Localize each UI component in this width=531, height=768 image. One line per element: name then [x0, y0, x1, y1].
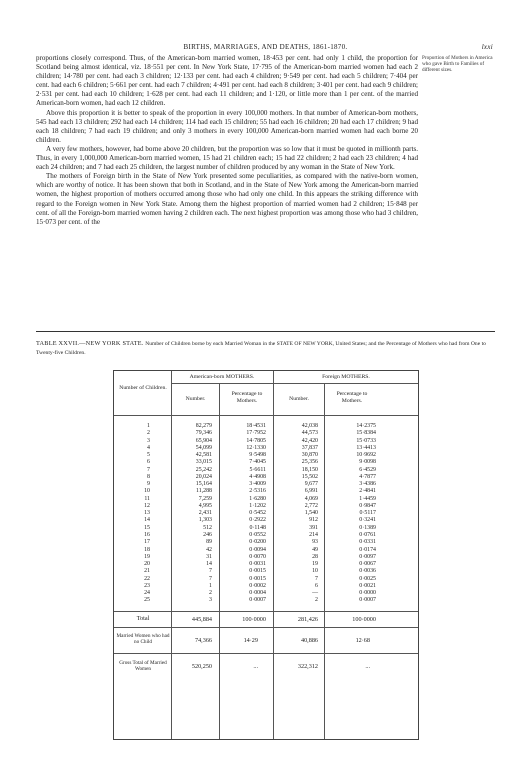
cell-american-percentage: 0·0070	[249, 553, 266, 560]
cell-children: 4	[147, 444, 150, 451]
column-foreign-number	[275, 423, 318, 605]
column-foreign-percentage	[326, 423, 376, 605]
cell-foreign-percentage: 15·0733	[356, 437, 376, 444]
cell-american-percentage: 0·5452	[249, 510, 266, 517]
table-hline	[114, 627, 418, 628]
cell-american-number: 7,259	[198, 495, 212, 502]
cell-foreign-number: 6,991	[304, 488, 318, 495]
cell-children: 6	[147, 459, 150, 466]
cell-foreign-number: 6	[315, 582, 318, 589]
cell-american-percentage: 12·1330	[246, 444, 266, 451]
cell-american-percentage: 0·0200	[249, 539, 266, 546]
cell-american-number: 33,015	[195, 459, 212, 466]
cell-foreign-number: 2	[315, 597, 318, 604]
table-vline	[219, 383, 220, 739]
cell-foreign-percentage: 0·0036	[359, 568, 376, 575]
cell-american-percentage: 3·4009	[249, 481, 266, 488]
header-foreign-number: Number.	[289, 396, 309, 402]
paragraph-4: The mothers of Foreign birth in the State of New York presented some peculiarities, as compared with the native-born women, which are worthy of notice. It has been shown that both in Scotland, and in the State of New York among the American-born married women, the highest proportion of mothers occurred among those who had only one child. In this appears the striking difference with regard to the Foreign women in New York State. Among them the highest proportion of married women had 2 children; 15·848 per cent. of all the Foreign-born married women having 2 children each. The next highest proportion was among those who had 3 children, 15·073 per cent. of the	[36, 172, 418, 226]
cell-foreign-number: 37,837	[301, 444, 318, 451]
cell-american-percentage: 14·7805	[246, 437, 266, 444]
cell-american-number: 11,288	[196, 488, 212, 495]
cell-american-number: 3	[209, 597, 212, 604]
column-children	[114, 423, 150, 605]
cell-foreign-percentage: 0·0021	[359, 582, 376, 589]
cell-american-number: 42	[206, 546, 212, 553]
cell-american-percentage: 0·0015	[249, 568, 266, 575]
header-american-number: Number.	[185, 396, 206, 402]
total-american-percentage: 100·0000	[242, 616, 266, 623]
cell-american-number: 65,904	[195, 437, 212, 444]
header-title: BIRTHS, MARRIAGES, AND DEATHS, 1861-1870.	[183, 43, 348, 51]
cell-american-number: 4,995	[198, 502, 212, 509]
cell-foreign-number: 18,150	[301, 466, 318, 473]
cell-american-percentage: 9·5498	[249, 452, 266, 459]
header-number-of-children: Number of Children.	[119, 385, 167, 391]
cell-american-number: 79,346	[195, 430, 212, 437]
cell-foreign-percentage: 13·4413	[356, 444, 376, 451]
table-subtitle: Number of Children borne by each Married Woman in the STATE OF NEW YORK, United States; and the Percentage of Mothers who had from One to Twenty-five Children.	[36, 341, 486, 356]
cell-children: 19	[144, 553, 150, 560]
section-rule	[36, 331, 495, 332]
cell-children: 14	[144, 517, 150, 524]
cell-foreign-percentage: 9·0098	[359, 459, 376, 466]
cell-children: 11	[144, 495, 150, 502]
cell-american-percentage: 0·0015	[249, 575, 266, 582]
table-hline	[114, 415, 418, 416]
cell-foreign-percentage: 0·0761	[359, 531, 376, 538]
cell-foreign-number: 2,772	[304, 502, 318, 509]
cell-foreign-number: 30,870	[301, 452, 318, 459]
cell-american-percentage: 2·5316	[249, 488, 266, 495]
cell-foreign-number: 912	[309, 517, 318, 524]
cell-american-percentage: 0·0031	[249, 561, 266, 568]
cell-american-number: 20,024	[195, 473, 212, 480]
cell-foreign-number: 25,356	[301, 459, 318, 466]
cell-foreign-percentage: 0·9847	[359, 502, 376, 509]
cell-american-number: 82,279	[195, 423, 212, 429]
paragraph-1: proportions closely correspond. Thus, of the American-born married women, 18·453 per cent. had only 1 child, the proportion for Scotland being almost identical, viz. 18·551 per cent. In New York State, 17·795 of the American-born married women had each 2 children; 14·780 per cent. had each 3 children; 12·133 per cent. had each 4 children; 9·549 per cent. had each 5 children; 7·404 per cent. had each 6 children; 5·661 per cent. had each 7 children; 4·491 per cent. had each 8 children; 3·401 per cent. had each 9 children; 2·531 per cent. had each 10 children; 1·628 per cent. had each 11 children; and 1·120, or little more than 1 per cent. of the married American-born women, had each 12 children.	[36, 54, 418, 108]
header-american-percentage: Percentage to Mothers.	[231, 391, 263, 404]
cell-american-number: 42,581	[195, 452, 212, 459]
total-label: Total	[136, 615, 150, 622]
no-child-american-number: 74,366	[194, 637, 212, 644]
cell-foreign-number: 42,038	[301, 423, 318, 429]
header-american-mothers: American-born MOTHERS.	[189, 374, 255, 380]
cell-american-percentage: 17·7952	[246, 430, 266, 437]
paragraph-3: A very few mothers, however, had borne above 20 children, but the proportion was so low that it must be quoted in millionth parts. Thus, in every 1,000,000 American-born married women, 15 had 21 children each; 15 had 22 children; 2 had each 23 children; 4 had each 24 children; and 7 had each 25 children, the largest number of children produced by any woman in the State of New York.	[36, 144, 418, 172]
cell-children: 7	[147, 466, 150, 473]
cell-children: 5	[147, 452, 150, 459]
no-child-label: Married Women who had no Child	[116, 633, 170, 645]
cell-children: 22	[144, 575, 150, 582]
cell-american-percentage: 0·0552	[249, 531, 266, 538]
cell-american-percentage: 5·6611	[249, 466, 266, 473]
cell-american-number: 7	[209, 568, 212, 575]
cell-foreign-number: 214	[309, 531, 318, 538]
cell-foreign-percentage: 15·8384	[356, 430, 376, 437]
cell-foreign-number: 9,677	[304, 481, 318, 488]
cell-foreign-number: 15,502	[301, 473, 318, 480]
cell-american-number: 15,164	[195, 481, 212, 488]
cell-children: 2	[147, 430, 150, 437]
data-table	[113, 370, 419, 740]
table-vline	[273, 371, 274, 739]
cell-children: 8	[147, 473, 150, 480]
cell-children: 20	[144, 561, 150, 568]
cell-american-percentage: 0·2922	[249, 517, 266, 524]
cell-american-number: 246	[203, 531, 212, 538]
cell-foreign-percentage: 0·1389	[359, 524, 376, 531]
cell-foreign-number: 28	[312, 553, 318, 560]
table-hline	[114, 653, 418, 654]
cell-children: 21	[144, 568, 150, 575]
no-child-foreign-number: 40,886	[300, 637, 318, 644]
table-caption	[36, 340, 495, 357]
cell-american-percentage: 0·0007	[249, 597, 266, 604]
cell-foreign-percentage: 4·7877	[359, 473, 376, 480]
cell-foreign-percentage: 14·2375	[356, 423, 376, 429]
page-number: lxxi	[481, 43, 493, 51]
cell-foreign-percentage: 0·0067	[359, 561, 376, 568]
cell-american-number: 512	[203, 524, 212, 531]
cell-foreign-number: 19	[312, 561, 318, 568]
gross-american-number: 520,250	[191, 663, 212, 670]
gross-total-label: Gross Total of Married Women	[119, 660, 167, 672]
total-foreign-percentage: 100·0000	[352, 616, 376, 623]
cell-american-number: 54,099	[195, 444, 212, 451]
cell-children: 1	[147, 423, 150, 429]
cell-children: 17	[144, 539, 150, 546]
cell-american-number: 1,303	[198, 517, 212, 524]
cell-american-percentage: 1·6280	[249, 495, 266, 502]
cell-american-number: 7	[209, 575, 212, 582]
cell-foreign-percentage: 3·4386	[359, 481, 376, 488]
cell-american-percentage: 1·1202	[249, 502, 266, 509]
cell-foreign-percentage: 0·0331	[359, 539, 376, 546]
cell-foreign-percentage: 10·9692	[356, 452, 376, 459]
cell-foreign-percentage: 0·0000	[359, 590, 376, 597]
cell-american-number: 2	[209, 590, 212, 597]
cell-foreign-percentage: 0·0097	[359, 553, 376, 560]
gross-american-percentage: ...	[253, 663, 258, 670]
no-child-american-percentage: 14·29	[243, 637, 258, 644]
cell-foreign-percentage: 0·5117	[359, 510, 376, 517]
table-vline	[324, 383, 325, 739]
cell-foreign-number: —	[312, 590, 318, 597]
cell-children: 9	[147, 481, 150, 488]
cell-american-percentage: 18·4531	[246, 423, 266, 429]
cell-american-percentage: 0·0002	[249, 582, 266, 589]
header-foreign-mothers: Foreign MOTHERS.	[322, 374, 370, 380]
table-hline	[171, 383, 418, 384]
cell-foreign-number: 4,069	[304, 495, 318, 502]
cell-foreign-number: 49	[312, 546, 318, 553]
column-american-number	[172, 423, 212, 605]
cell-foreign-percentage: 1·4459	[359, 495, 376, 502]
cell-children: 23	[144, 582, 150, 589]
cell-american-percentage: 0·1148	[249, 524, 266, 531]
cell-american-number: 14	[206, 561, 212, 568]
cell-american-percentage: 7·4045	[249, 459, 266, 466]
header-foreign-percentage: Percentage to Mothers.	[336, 391, 368, 404]
cell-foreign-number: 44,573	[301, 430, 318, 437]
gross-foreign-number: 322,312	[297, 663, 318, 670]
paragraph-2: Above this proportion it is better to speak of the proportion in every 100,000 mothers. In that number of American-born mothers, 545 had each 13 children; 292 had each 14 children; 114 had each 15 children; 55 had each 16 children; 20 had each 17 children; 9 had each 18 children; 7 had each 19 children; and only 3 mothers in every 100,000 American-born married women had each borne 20 children.	[36, 108, 418, 144]
cell-children: 15	[144, 524, 150, 531]
cell-american-number: 25,242	[195, 466, 212, 473]
cell-american-number: 1	[209, 582, 212, 589]
cell-children: 10	[144, 488, 150, 495]
no-child-foreign-percentage: 12·68	[355, 637, 370, 644]
table-hline	[114, 611, 418, 612]
cell-children: 25	[144, 597, 150, 604]
cell-american-number: 89	[206, 539, 212, 546]
cell-children: 12	[144, 502, 150, 509]
total-american-number: 445,884	[191, 616, 212, 623]
cell-foreign-number: 42,420	[301, 437, 318, 444]
total-foreign-number: 281,426	[297, 616, 318, 623]
gross-foreign-percentage: ...	[365, 663, 370, 670]
cell-american-percentage: 0·0004	[249, 590, 266, 597]
cell-children: 13	[144, 510, 150, 517]
cell-american-number: 2,431	[198, 510, 212, 517]
cell-foreign-percentage: 0·0007	[359, 597, 376, 604]
body-text	[36, 54, 418, 227]
cell-foreign-number: 1,540	[304, 510, 318, 517]
cell-foreign-percentage: 0·0025	[359, 575, 376, 582]
margin-note: Proportion of Mothers in America who gave Birth to Families of different sizes.	[422, 55, 493, 74]
cell-foreign-number: 10	[312, 568, 318, 575]
cell-american-number: 31	[206, 553, 212, 560]
cell-foreign-percentage: 0·3241	[359, 517, 376, 524]
column-american-percentage	[222, 423, 266, 605]
cell-foreign-number: 93	[312, 539, 318, 546]
cell-children: 16	[144, 531, 150, 538]
cell-american-percentage: 4·4908	[249, 473, 266, 480]
cell-foreign-percentage: 0·0174	[359, 546, 376, 553]
cell-children: 3	[147, 437, 150, 444]
cell-foreign-number: 7	[315, 575, 318, 582]
cell-children: 18	[144, 546, 150, 553]
cell-foreign-number: 391	[309, 524, 318, 531]
cell-children: 24	[144, 590, 150, 597]
table-title: TABLE XXVII.—NEW YORK STATE.	[36, 340, 144, 347]
cell-foreign-percentage: 6·4529	[359, 466, 376, 473]
cell-foreign-percentage: 2·4841	[359, 488, 376, 495]
cell-american-percentage: 0·0094	[249, 546, 266, 553]
